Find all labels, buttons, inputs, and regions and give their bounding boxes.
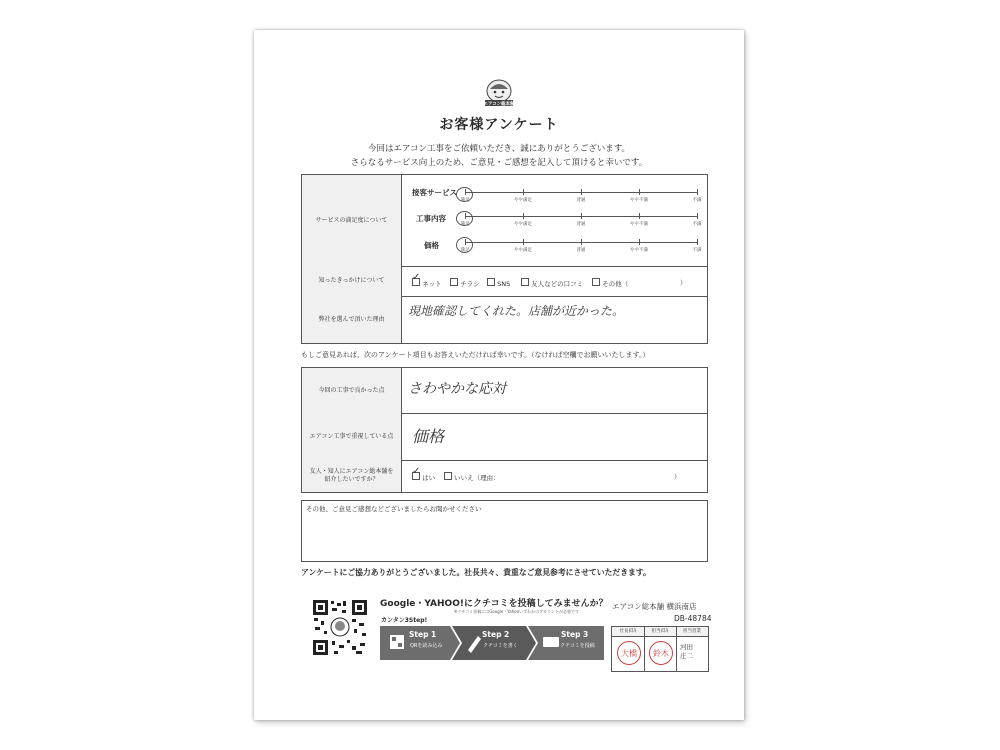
review-heading-brands: Google・YAHOO! [380, 599, 464, 609]
recommend-label-line-2: 紹介したいですか？ [324, 476, 379, 483]
scale-tick [639, 239, 640, 245]
scale-tick [523, 213, 524, 219]
review-heading-text: にクチコミを投稿してみませんか？ [463, 599, 608, 609]
scale-name-work: 工事内容 [416, 214, 446, 223]
recommend-label [302, 460, 402, 492]
step-3-desc: クチコミを投稿 [560, 643, 595, 649]
shop-code: DB-48784 [674, 614, 712, 623]
review-subtext: ※クチコミ投稿にはGoogle・Yahooいずれかのアカウントが必要です [454, 609, 580, 614]
satisfaction-label: サービスの満足度について [302, 175, 402, 266]
checkbox-yes[interactable] [412, 466, 421, 480]
stamp-table [611, 626, 709, 672]
trigger-option-sns[interactable] [487, 278, 510, 288]
priority-answer[interactable]: 価格 [412, 427, 445, 446]
selection-circle-service [456, 187, 473, 202]
trigger-row [302, 266, 707, 297]
checkbox-other[interactable] [592, 278, 600, 286]
checkbox-net[interactable] [412, 272, 421, 286]
scale-tick [523, 239, 524, 245]
trigger-option-flyer[interactable] [450, 278, 480, 288]
trigger-option-net[interactable] [412, 272, 442, 288]
step-3-title: Step 3 [561, 630, 589, 639]
stamp-header-president: 社長(印) [619, 629, 637, 634]
reason-answer[interactable]: 現地確認してくれた。店舗が近かった。 [408, 304, 625, 318]
scale-option-label[interactable]: 普通 [576, 248, 586, 253]
stamp-header-sales: 担当営業 [683, 629, 701, 634]
check-mark-icon: ✓ [412, 466, 421, 477]
scale-option-label[interactable]: やや不満 [630, 248, 648, 253]
checkbox-referral[interactable] [521, 278, 529, 286]
trigger-option-label: その他（ [602, 280, 629, 288]
review-heading [380, 596, 608, 609]
logo-text: エアコン総本舗 [483, 102, 515, 107]
priority-label: エアコン工事で重視している点 [302, 413, 402, 460]
comments-box[interactable] [301, 500, 708, 562]
staff-seal-stamp: 鈴木 [649, 641, 673, 665]
survey-sheet [254, 30, 744, 720]
step-2-title: Step 2 [482, 630, 510, 639]
scale-option-label[interactable]: 満足 [460, 198, 470, 203]
good-point-label: 今回の工事で良かった点 [302, 368, 402, 413]
intro-line-1: 今回はエアコン工事をご依頼いただき、誠にありがとうございます。 [367, 144, 631, 154]
scale-option-label[interactable]: やや満足 [514, 222, 532, 227]
survey-table [301, 174, 708, 344]
step-1-desc: QRを読み込み [410, 643, 443, 649]
shop-name: エアコン総本舗 横浜南店 [612, 602, 697, 611]
optional-table [301, 367, 708, 493]
trigger-option-other[interactable] [592, 278, 628, 288]
recommend-row [302, 460, 707, 492]
scale-option-label[interactable]: 普通 [576, 222, 586, 227]
page-title: お客様アンケート [439, 117, 559, 133]
checkbox-flyer[interactable] [450, 278, 458, 286]
satisfaction-row [302, 175, 707, 267]
scale-option-label[interactable]: 不満 [692, 222, 702, 227]
scale-name-service: 接客サービス [412, 188, 457, 197]
yes-label: はい [422, 474, 436, 482]
stamp-header-staff: 担当(印) [651, 629, 669, 634]
trigger-option-label: ネット [422, 280, 442, 288]
scale-tick [639, 189, 640, 195]
scale-tick [581, 213, 582, 219]
priority-row [302, 413, 707, 461]
reason-row [302, 296, 707, 343]
scale-tick [639, 213, 640, 219]
scale-option-label[interactable]: 不満 [692, 198, 702, 203]
checkbox-sns[interactable] [487, 278, 495, 286]
trigger-label: 知ったきっかけについて [302, 266, 402, 296]
easy-steps-label: カンタン3Step! [381, 617, 428, 624]
scale-option-label[interactable]: 満足 [460, 222, 470, 227]
checkbox-no[interactable] [444, 472, 452, 480]
thanks-message: アンケートにご協力ありがとうございました。社長共々、貴重なご意見参考にさせていただきます。 [301, 568, 651, 577]
scale-tick [581, 239, 582, 245]
qr-code-icon[interactable] [312, 599, 368, 656]
comments-label: その他、ご意見ご感想などございましたらお聞かせください [306, 505, 482, 513]
reason-label: 弊社を選んで頂いた理由 [302, 296, 402, 343]
scale-tick [697, 189, 698, 195]
good-point-row [302, 368, 707, 414]
scale-option-label[interactable]: 普通 [576, 198, 586, 203]
recommend-label-line-1: 友人・知人にエアコン総本舗を [309, 468, 394, 475]
recommend-no[interactable] [444, 472, 500, 482]
trigger-close-paren: ） [680, 279, 687, 287]
scale-option-label[interactable]: やや満足 [514, 248, 532, 253]
trigger-option-label: SNS [497, 280, 511, 288]
sales-rep-name: 河田 庄二 [680, 643, 693, 660]
no-label: いいえ（理由： [454, 474, 500, 482]
optional-note: もしご意見あれば、次のアンケート項目もお答えいただければ幸いです。（なければ空欄でお願いいたします。） [301, 351, 650, 359]
scale-tick [697, 239, 698, 245]
intro-line-2: さらなるサービス向上のため、ご意見・ご感想を記入して頂けると幸いです。 [350, 158, 648, 168]
trigger-option-label: チラシ [460, 280, 480, 288]
selection-circle-price [456, 237, 473, 253]
scale-name-price: 価格 [424, 241, 439, 250]
scale-option-label[interactable]: 満足 [460, 248, 470, 253]
scale-option-label[interactable]: やや不満 [630, 222, 648, 227]
scale-option-label[interactable]: やや不満 [630, 198, 648, 203]
scale-option-label[interactable]: やや満足 [514, 198, 532, 203]
selection-circle-work [456, 211, 473, 226]
scale-tick [523, 189, 524, 195]
recommend-yes[interactable] [412, 466, 436, 482]
good-point-answer[interactable]: さわやかな応対 [408, 381, 506, 397]
step-2-desc: クチコミを書く [483, 643, 518, 649]
step-1-title: Step 1 [409, 630, 437, 639]
check-mark-icon: ✓ [412, 272, 421, 283]
scale-tick [697, 213, 698, 219]
scale-tick [581, 189, 582, 195]
president-seal-stamp: 大橋 [617, 641, 641, 665]
recommend-close-paren: ） [674, 473, 681, 481]
scale-option-label[interactable]: 不満 [692, 248, 702, 253]
trigger-option-referral[interactable] [521, 278, 583, 288]
trigger-option-label: 友人などの口コミ [531, 280, 584, 288]
